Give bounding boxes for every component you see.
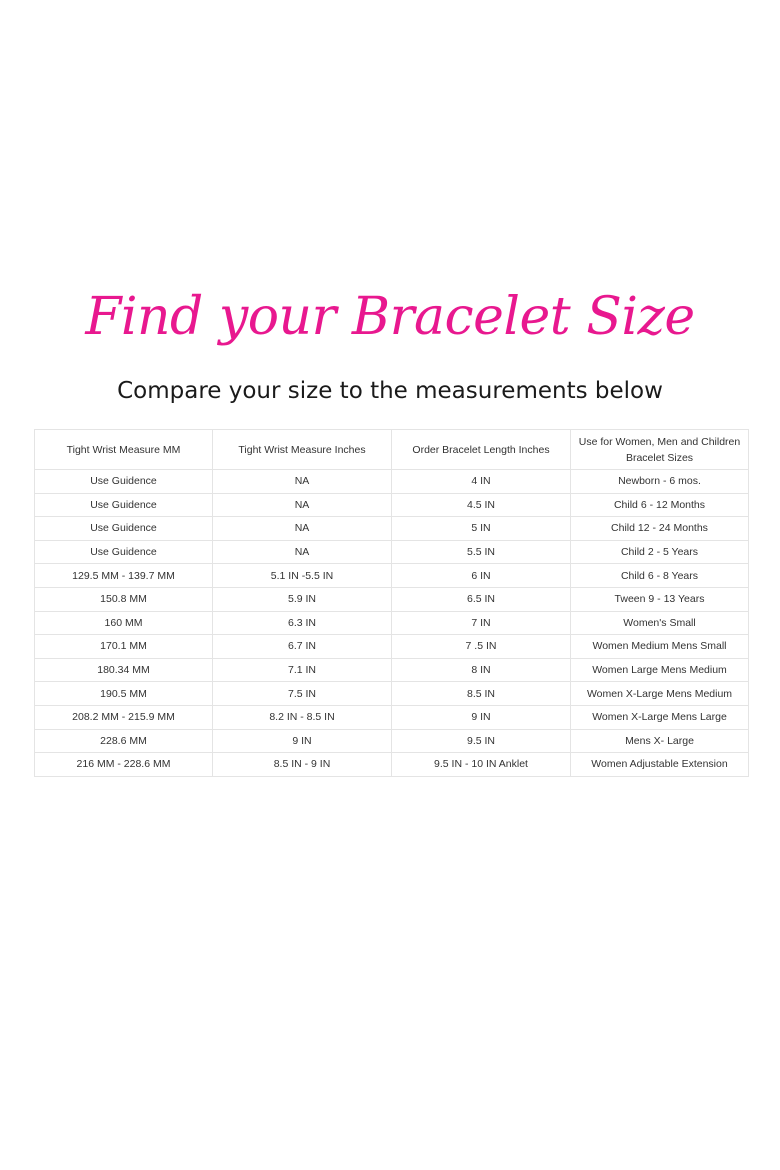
cell-bracelet-length: 6.5 IN — [392, 587, 571, 611]
cell-bracelet-length: 7 .5 IN — [392, 635, 571, 659]
page-subtitle: Compare your size to the measurements below — [117, 378, 663, 404]
cell-wrist-mm: Use Guidence — [35, 517, 213, 541]
cell-bracelet-length: 4.5 IN — [392, 493, 571, 517]
size-chart-table — [34, 429, 749, 777]
table-row — [35, 517, 749, 541]
cell-size-category: Women X-Large Mens Large — [571, 705, 749, 729]
cell-wrist-mm: Use Guidence — [35, 470, 213, 494]
table-row — [35, 470, 749, 494]
cell-size-category: Women Adjustable Extension — [571, 753, 749, 777]
cell-bracelet-length: 8.5 IN — [392, 682, 571, 706]
cell-wrist-inches: NA — [213, 517, 392, 541]
table-row — [35, 705, 749, 729]
cell-size-category: Women Large Mens Medium — [571, 658, 749, 682]
cell-wrist-mm: 228.6 MM — [35, 729, 213, 753]
cell-size-category: Child 12 - 24 Months — [571, 517, 749, 541]
cell-size-category: Women X-Large Mens Medium — [571, 682, 749, 706]
cell-size-category: Newborn - 6 mos. — [571, 470, 749, 494]
cell-size-category: Child 6 - 8 Years — [571, 564, 749, 588]
cell-wrist-mm: 180.34 MM — [35, 658, 213, 682]
cell-wrist-mm: Use Guidence — [35, 493, 213, 517]
cell-bracelet-length: 5 IN — [392, 517, 571, 541]
cell-wrist-mm: 216 MM - 228.6 MM — [35, 753, 213, 777]
cell-wrist-inches: 8.5 IN - 9 IN — [213, 753, 392, 777]
table-row — [35, 635, 749, 659]
cell-wrist-inches: 5.9 IN — [213, 587, 392, 611]
cell-size-category: Women Medium Mens Small — [571, 635, 749, 659]
column-header-size-category: Use for Women, Men and Children Bracelet Sizes — [571, 430, 749, 470]
cell-wrist-mm: 190.5 MM — [35, 682, 213, 706]
cell-size-category: Tween 9 - 13 Years — [571, 587, 749, 611]
cell-bracelet-length: 9.5 IN - 10 IN Anklet — [392, 753, 571, 777]
column-header-wrist-inches: Tight Wrist Measure Inches — [213, 430, 392, 470]
column-header-wrist-mm: Tight Wrist Measure MM — [35, 430, 213, 470]
table-row — [35, 564, 749, 588]
cell-wrist-inches: 6.7 IN — [213, 635, 392, 659]
cell-size-category: Child 2 - 5 Years — [571, 540, 749, 564]
cell-wrist-inches: NA — [213, 493, 392, 517]
cell-bracelet-length: 6 IN — [392, 564, 571, 588]
cell-wrist-inches: NA — [213, 470, 392, 494]
cell-size-category: Women's Small — [571, 611, 749, 635]
cell-bracelet-length: 4 IN — [392, 470, 571, 494]
cell-wrist-inches: NA — [213, 540, 392, 564]
cell-size-category: Child 6 - 12 Months — [571, 493, 749, 517]
table-row — [35, 493, 749, 517]
table-row — [35, 587, 749, 611]
table-row — [35, 540, 749, 564]
table-row — [35, 753, 749, 777]
cell-wrist-inches: 9 IN — [213, 729, 392, 753]
table-row — [35, 658, 749, 682]
cell-wrist-mm: Use Guidence — [35, 540, 213, 564]
cell-wrist-inches: 8.2 IN - 8.5 IN — [213, 705, 392, 729]
cell-wrist-inches: 7.1 IN — [213, 658, 392, 682]
table-row — [35, 611, 749, 635]
cell-size-category: Mens X- Large — [571, 729, 749, 753]
cell-bracelet-length: 9.5 IN — [392, 729, 571, 753]
cell-wrist-inches: 7.5 IN — [213, 682, 392, 706]
cell-bracelet-length: 7 IN — [392, 611, 571, 635]
table-row — [35, 729, 749, 753]
cell-bracelet-length: 5.5 IN — [392, 540, 571, 564]
cell-wrist-mm: 150.8 MM — [35, 587, 213, 611]
cell-wrist-mm: 160 MM — [35, 611, 213, 635]
cell-wrist-inches: 5.1 IN -5.5 IN — [213, 564, 392, 588]
column-header-bracelet-length: Order Bracelet Length Inches — [392, 430, 571, 470]
cell-bracelet-length: 9 IN — [392, 705, 571, 729]
cell-wrist-inches: 6.3 IN — [213, 611, 392, 635]
cell-bracelet-length: 8 IN — [392, 658, 571, 682]
cell-wrist-mm: 170.1 MM — [35, 635, 213, 659]
table-row — [35, 682, 749, 706]
table-header-row — [35, 430, 749, 470]
cell-wrist-mm: 208.2 MM - 215.9 MM — [35, 705, 213, 729]
page-title: Find your Bracelet Size — [85, 287, 695, 347]
cell-wrist-mm: 129.5 MM - 139.7 MM — [35, 564, 213, 588]
table-body — [35, 470, 749, 777]
